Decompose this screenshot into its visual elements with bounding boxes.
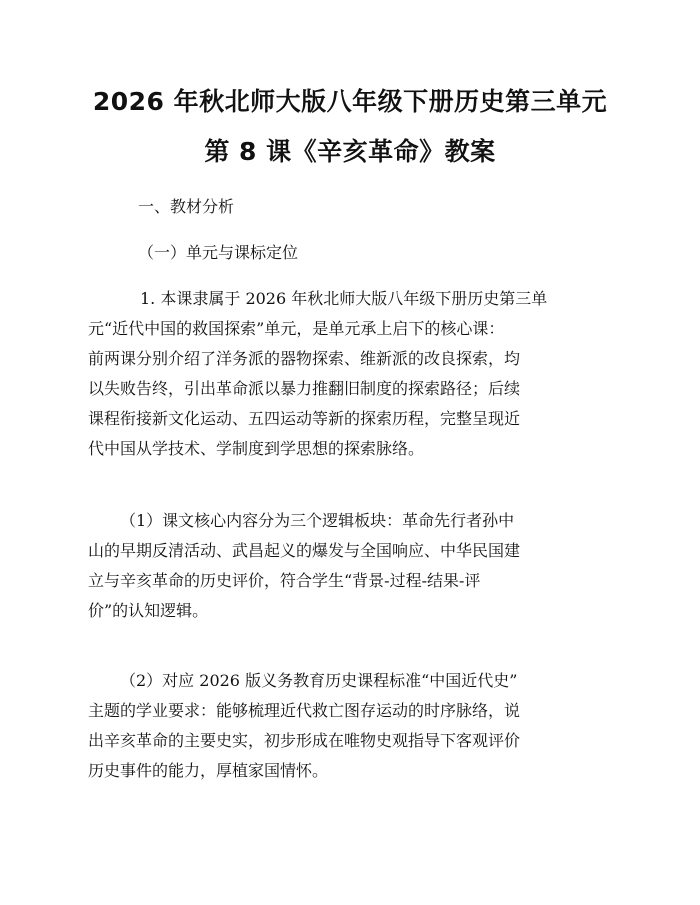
paragraph-line: 前两课分别介绍了洋务派的器物探索、维新派的改良探索，均 xyxy=(88,349,521,368)
paragraph-line: 价”的认知逻辑。 xyxy=(88,601,209,620)
paragraph-line: 以失败告终，引出革命派以暴力推翻旧制度的探索路径；后续 xyxy=(88,379,521,398)
document-title-line-2: 第 8 课《辛亥革命》教案 xyxy=(204,137,496,166)
paragraph-2 xyxy=(88,506,608,626)
paragraph-line: 历史事件的能力，厚植家国情怀。 xyxy=(88,761,329,780)
paragraph-line: 立与辛亥革命的历史评价，符合学生“背景-过程-结果-评 xyxy=(88,571,481,590)
paragraph-line: 课程衔接新文化运动、五四运动等新的探索历程，完整呈现近 xyxy=(88,409,521,428)
paragraph-line: （1）课文核心内容分为三个逻辑板块：革命先行者孙中 xyxy=(120,511,515,530)
paragraph-3 xyxy=(88,666,608,786)
paragraph-line: 1. 本课隶属于 2026 年秋北师大版八年级下册历史第三单 xyxy=(140,289,548,308)
paragraph-line: 山的早期反清活动、武昌起义的爆发与全国响应、中华民国建 xyxy=(88,541,521,560)
subsection-heading: （一）单元与课标定位 xyxy=(138,243,299,262)
paragraph-line: （2）对应 2026 版义务教育历史课程标准“中国近代史” xyxy=(120,671,518,690)
paragraph-line: 元“近代中国的救国探索”单元，是单元承上启下的核心课： xyxy=(88,319,505,338)
paragraph-line: 出辛亥革命的主要史实，初步形成在唯物史观指导下客观评价 xyxy=(88,731,521,750)
paragraph-line: 代中国从学技术、学制度到学思想的探索脉络。 xyxy=(88,439,425,458)
paragraph-line: 主题的学业要求：能够梳理近代救亡图存运动的时序脉络，说 xyxy=(88,701,521,720)
paragraph-1 xyxy=(88,284,608,464)
section-heading: 一、教材分析 xyxy=(138,197,235,216)
document-title-line-1: 2026 年秋北师大版八年级下册历史第三单元 xyxy=(92,87,608,116)
